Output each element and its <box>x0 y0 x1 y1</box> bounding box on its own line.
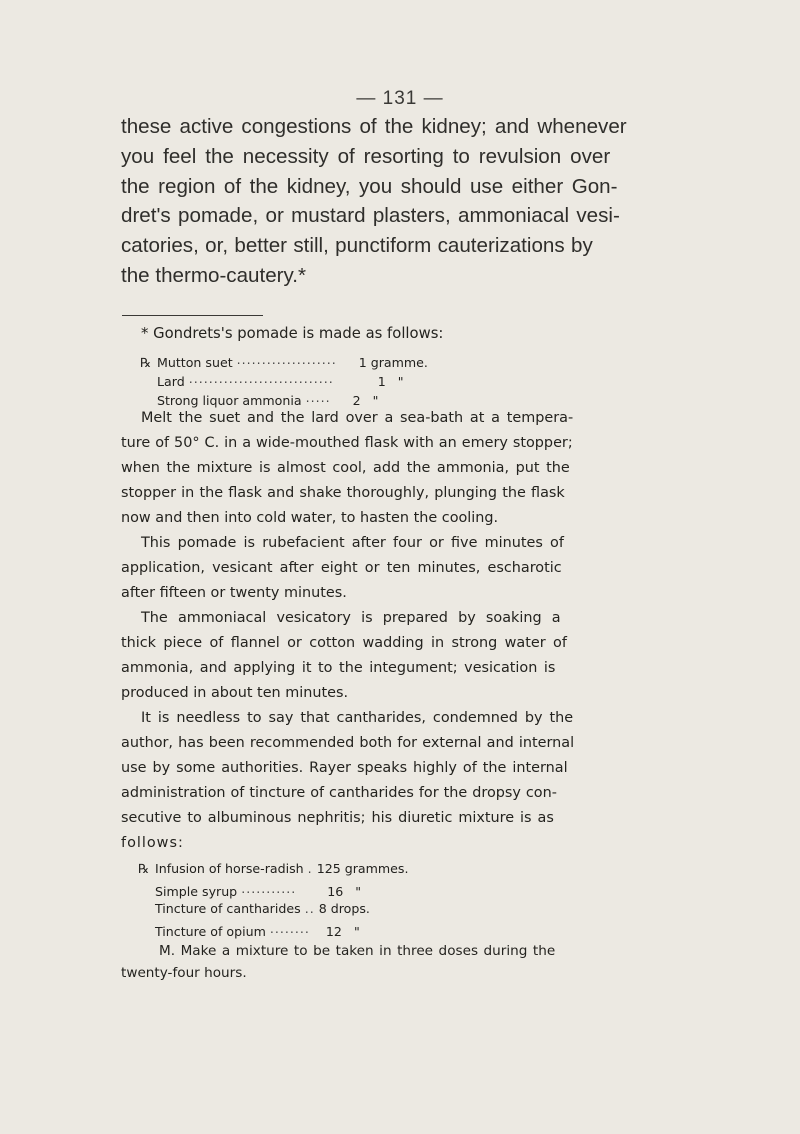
footnote-line: secutive to albuminous nephritis; his diuretic mixture is as <box>121 810 554 826</box>
footnote-divider <box>122 315 263 316</box>
ingredient-name: Infusion of horse-radish <box>155 861 304 876</box>
recipe-row <box>140 352 428 371</box>
main-line: catories, or, better still, punctiform cauterizations by <box>121 234 593 258</box>
dot-leader: .................... <box>236 352 337 367</box>
footnote-line: ture of 50° C. in a wide-mouthed flask with an emery stopper; <box>121 435 573 451</box>
main-line: the thermo-cautery.* <box>121 263 307 287</box>
footnote-line: follows: <box>121 835 184 851</box>
footnote-line: twenty-four hours. <box>121 965 247 981</box>
recipe-row <box>140 371 428 390</box>
footnote-line: It is needless to say that cantharides, condemned by the <box>141 710 574 726</box>
ingredient-quantity: 1 " <box>377 374 404 389</box>
ingredient-name: Strong liquor ammonia <box>157 393 302 408</box>
recipe-gondret <box>140 352 428 409</box>
dot-leader: ..... <box>305 390 331 405</box>
footnote-line: administration of tincture of cantharides for the dropsy con- <box>121 785 557 801</box>
ingredient-name: Mutton suet <box>157 355 233 370</box>
recipe-row <box>138 861 408 881</box>
main-line: these active congestions of the kidney; and whenever <box>121 115 627 138</box>
main-paragraph <box>121 112 681 291</box>
main-line: the region of the kidney, you should use either Gon- <box>121 174 618 198</box>
recipe-symbol: ℞ <box>138 861 150 876</box>
footnote-line: after fifteen or twenty minutes. <box>121 585 347 601</box>
footnote-line: The ammoniacal vesicatory is prepared by soaking a <box>141 610 561 626</box>
ingredient-quantity: 8 drops. <box>318 901 370 916</box>
dot-leader: ........ <box>269 921 310 936</box>
main-line: dret's pomade, or mustard plasters, ammoniacal vesi- <box>121 204 620 228</box>
recipe-symbol: ℞ <box>140 355 152 370</box>
recipe-row <box>140 390 428 409</box>
ingredient-quantity: 16 " <box>327 884 362 899</box>
ingredient-name: Simple syrup <box>155 884 238 899</box>
footnote-line: stopper in the flask and shake thoroughly, plunging the flask <box>121 485 565 501</box>
ingredient-quantity: 2 " <box>352 393 379 408</box>
ingredient-quantity: 125 grammes. <box>316 861 409 876</box>
main-line: you feel the necessity of resorting to revulsion over <box>121 144 611 168</box>
dot-leader: . <box>307 861 313 876</box>
ingredient-quantity: 12 " <box>325 924 360 939</box>
recipe-row <box>138 881 408 901</box>
footnote-intro: * Gondrets's pomade is made as follows: <box>141 325 444 342</box>
dot-leader: ........... <box>241 881 297 896</box>
footnote-line: produced in about ten minutes. <box>121 685 349 701</box>
ingredient-quantity: 1 gramme. <box>358 355 428 370</box>
footnote-line: when the mixture is almost cool, add the ammonia, put the <box>121 460 570 476</box>
footnote-line: M. Make a mixture to be taken in three doses during the <box>159 943 556 959</box>
footnote-line: author, has been recommended both for external and internal <box>121 735 575 751</box>
footnote-line: now and then into cold water, to hasten the cooling. <box>121 510 499 526</box>
recipe-row <box>138 921 408 941</box>
recipe-rayer <box>138 861 408 941</box>
dot-leader: .. <box>304 901 315 916</box>
footnote-line: use by some authorities. Rayer speaks highly of the internal <box>121 760 568 776</box>
footnote-line: ammonia, and applying it to the integument; vesication is <box>121 660 556 676</box>
footnote-line: application, vesicant after eight or ten minutes, escharotic <box>121 560 562 576</box>
footnote-line: Melt the suet and the lard over a sea-bath at a tempera- <box>141 410 574 426</box>
dot-leader: ............................. <box>188 371 334 386</box>
ingredient-name: Tincture of opium <box>155 924 266 939</box>
page-number: — 131 — <box>356 88 444 109</box>
footnote-line: This pomade is rubefacient after four or five minutes of <box>141 535 564 551</box>
footnote-line: thick piece of flannel or cotton wadding in strong water of <box>121 635 567 651</box>
ingredient-name: Lard <box>157 374 185 389</box>
ingredient-name: Tincture of cantharides <box>155 901 301 916</box>
recipe-row <box>138 901 408 921</box>
